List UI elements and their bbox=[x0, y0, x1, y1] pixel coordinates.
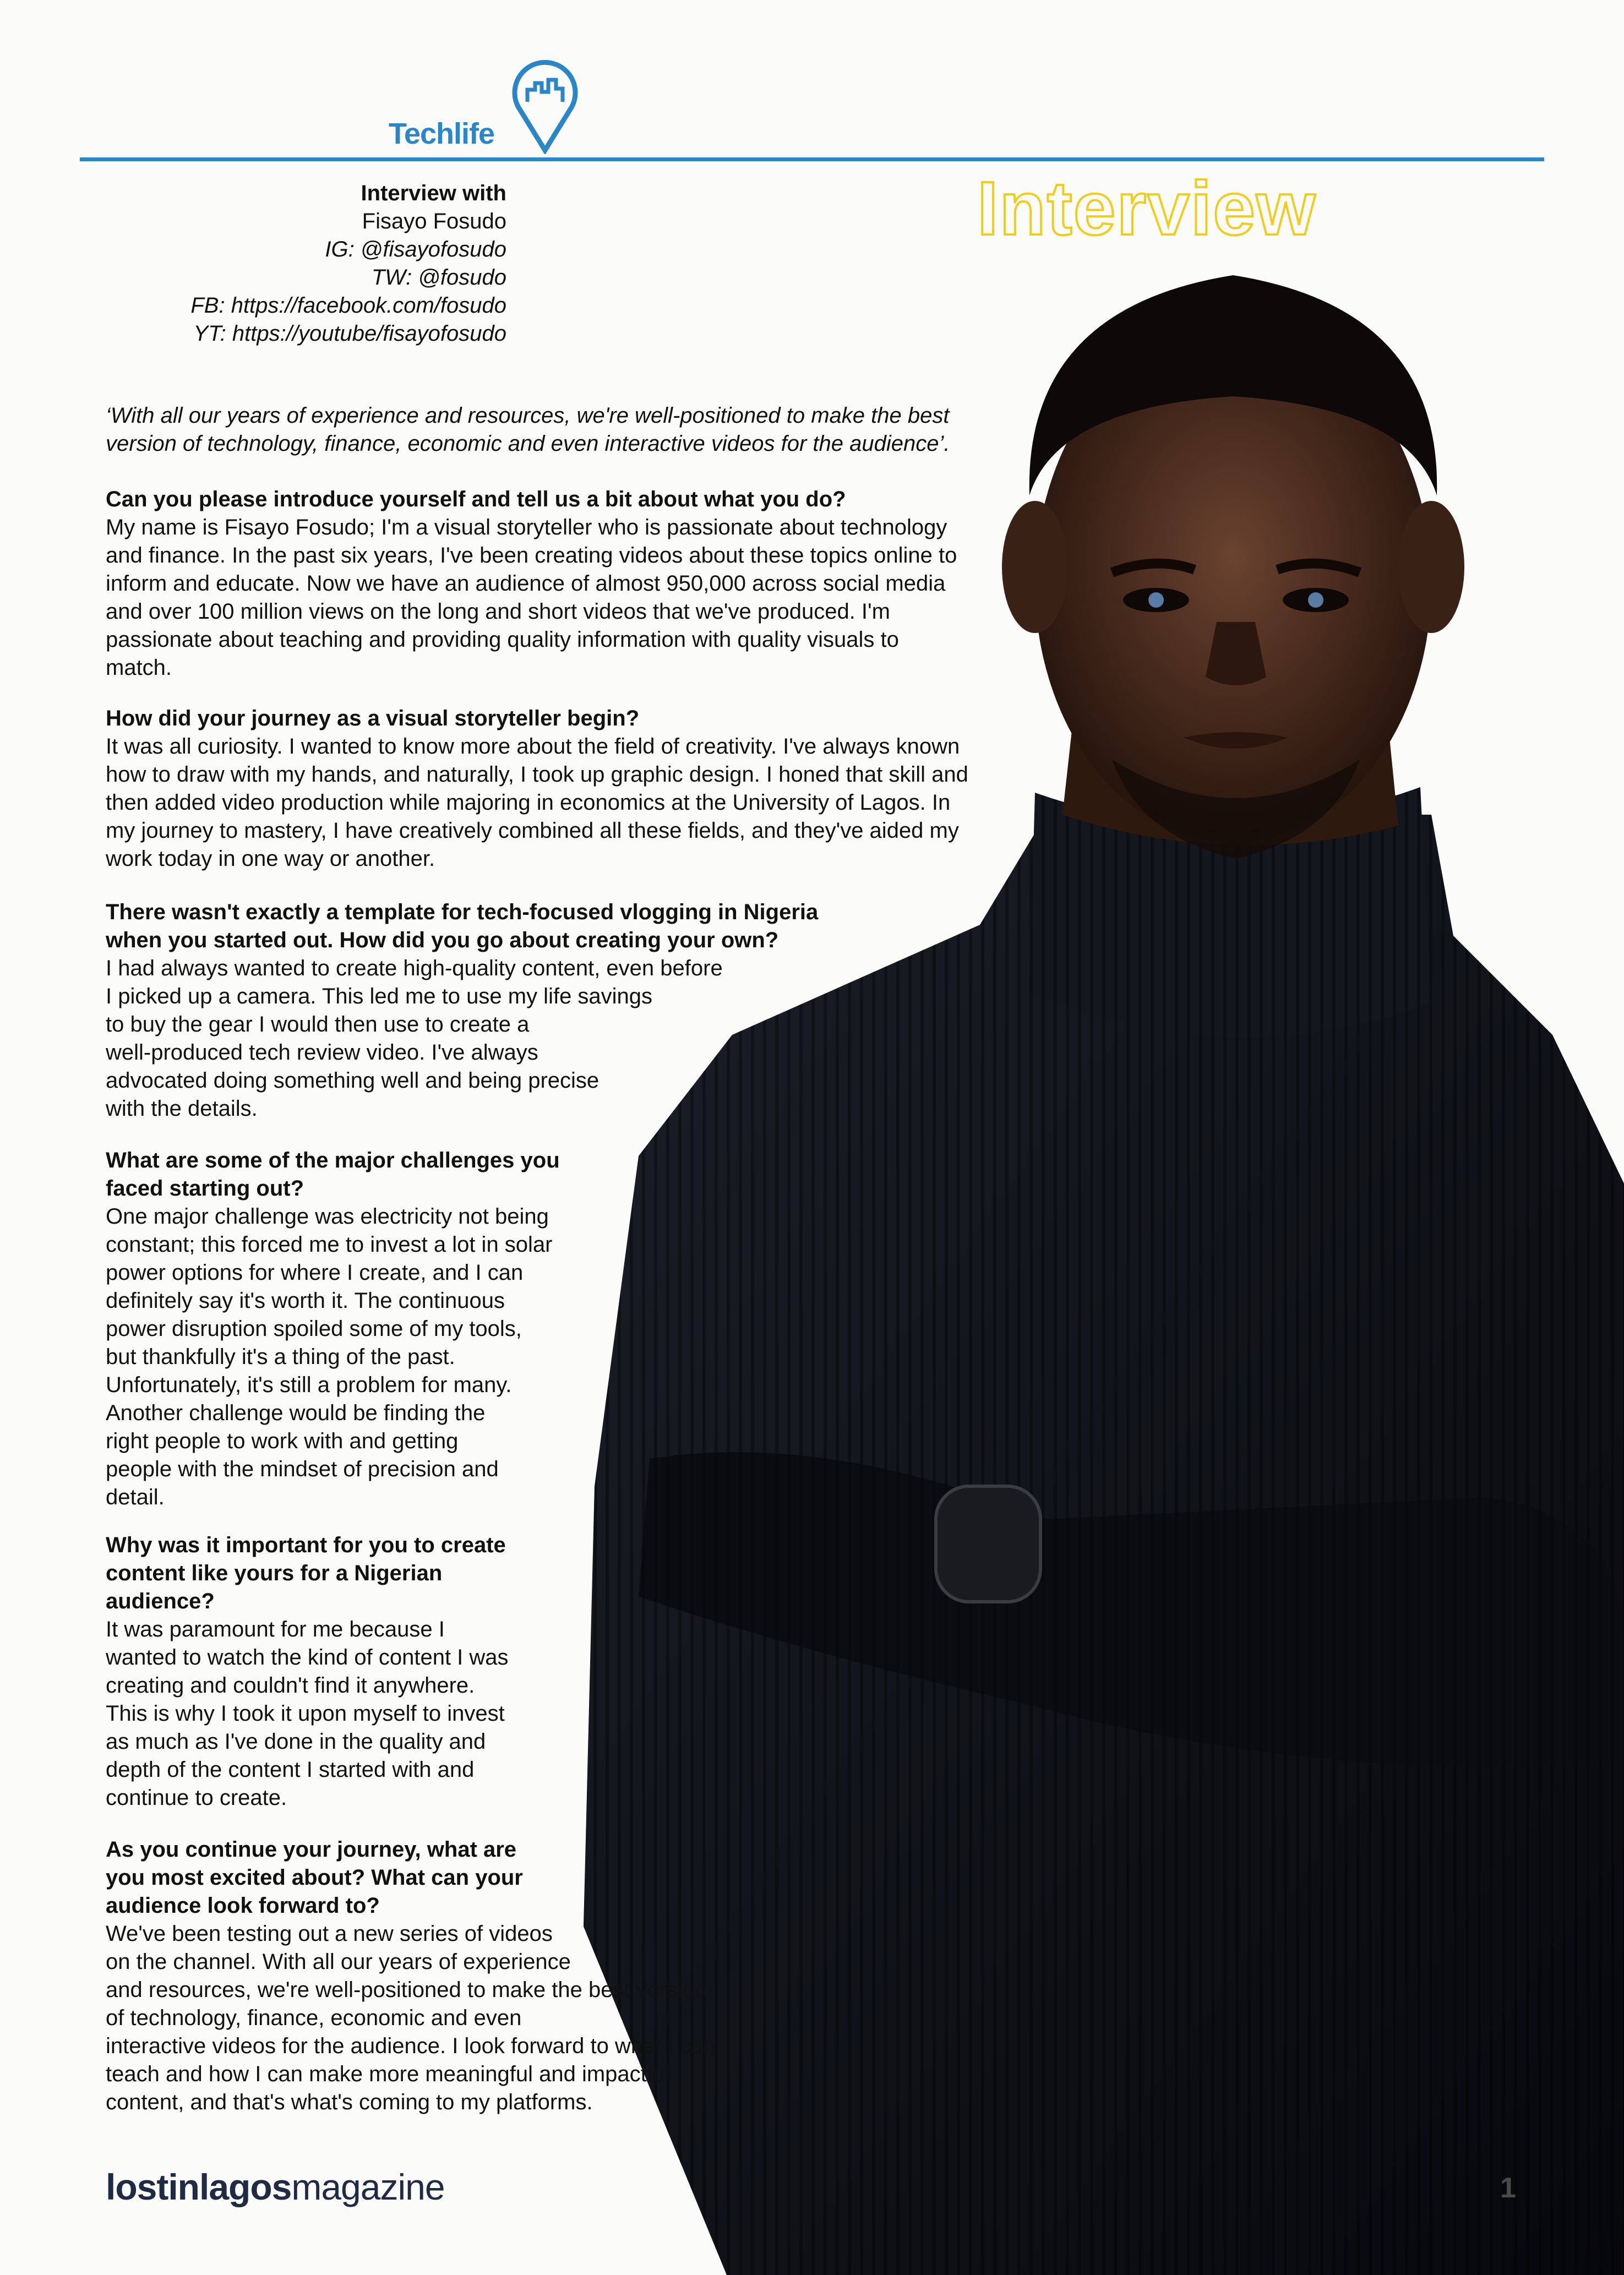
qa-block-6 bbox=[106, 1836, 821, 2116]
page-number: 1 bbox=[1500, 2172, 1516, 2204]
answer: It was paramount for me because I wanted to watch the kind of content I was creating and couldn't find it anywhere. This is why I took it upon myself to invest as much as I've done in the quality and depth of the content I started with and continue to create. bbox=[106, 1617, 509, 1810]
section-label: Techlife bbox=[389, 117, 495, 150]
answer: My name is Fisayo Fosudo; I'm a visual storyteller who is passionate about technology and finance. In the past six years, I've been creating videos about these topics online to inform and educate. Now we have an audience of almost 950,000 across social media and over 100 million views on the long and short videos that we've produced. I'm passionate about teaching and providing quality information with quality visuals to match. bbox=[106, 515, 957, 680]
byline-twitter: TW: @fosudo bbox=[371, 265, 506, 290]
qa-block-2 bbox=[106, 705, 1097, 873]
question: Can you please introduce yourself and tell us a bit about what you do? bbox=[106, 487, 846, 511]
byline-name: Fisayo Fosudo bbox=[362, 209, 506, 233]
byline bbox=[190, 179, 506, 348]
qa-block-5 bbox=[106, 1531, 601, 1812]
question: Why was it important for you to create content like yours for a Nigerian audience? bbox=[106, 1533, 506, 1613]
qa-block-4 bbox=[106, 1147, 601, 1512]
answer: We've been testing out a new series of videos on the channel. With all our years of experience and resources, we're well-positioned to make the best version of technology, finance, economic and even interactive videos for the audience. I look forward to what I can teach and how I can make more meaningful and impactful content, and that's what's coming to my platforms. bbox=[106, 1922, 716, 2114]
qa-block-1 bbox=[106, 485, 1097, 682]
byline-instagram: IG: @fisayofosudo bbox=[325, 237, 506, 261]
qa-block-3 bbox=[106, 898, 987, 1123]
byline-youtube: YT: https://youtube/fisayofosudo bbox=[193, 321, 506, 346]
brand-light: magazine bbox=[291, 2167, 445, 2207]
brand-bold: lostinlagos bbox=[106, 2167, 292, 2207]
byline-label: Interview with bbox=[361, 181, 506, 205]
page-headline: Interview bbox=[977, 166, 1317, 251]
smartwatch bbox=[936, 1486, 1040, 1602]
pull-quote: ‘With all our years of experience and resources, we're well-positioned to make the best version of technology, finance, economic and even interactive videos for the audience’. bbox=[106, 403, 950, 456]
question: As you continue your journey, what are you most excited about? What can your audience look forward to? bbox=[106, 1837, 523, 1918]
byline-facebook: FB: https://facebook.com/fosudo bbox=[190, 293, 506, 318]
techlife-pin-logo bbox=[512, 58, 578, 154]
question: There wasn't exactly a template for tech-focused vlogging in Nigeria when you started out. How did you go about creating your own? bbox=[106, 900, 819, 952]
header-divider bbox=[80, 157, 1544, 161]
answer: It was all curiosity. I wanted to know more about the field of creativity. I've always known how to draw with my hands, and naturally, I took up graphic design. I honed that skill and then added video production while majoring in economics at the University of Lagos. In my journey to mastery, I have creatively combined all these fields, and they've aided my work today in one way or another. bbox=[106, 734, 968, 871]
magazine-brand bbox=[106, 2166, 445, 2208]
question: How did your journey as a visual storyteller begin? bbox=[106, 706, 640, 730]
question: What are some of the major challenges you faced starting out? bbox=[106, 1148, 560, 1201]
answer: I had always wanted to create high-quality content, even before I picked up a camera. This led me to use my life savings to buy the gear I would then use to create a well-produced tech review video. I've always advocated doing something well and being precise with the details. bbox=[106, 956, 723, 1121]
answer: One major challenge was electricity not being constant; this forced me to invest a lot in solar power options for where I create, and I can definitely say it's worth it. The continuous power disruption spoiled some of my tools, but thankfully it's a thing of the past. Unfortunately, it's still a problem for many. Another challenge would be finding the right people to work with and getting people with the mindset of precision and detail. bbox=[106, 1204, 553, 1509]
